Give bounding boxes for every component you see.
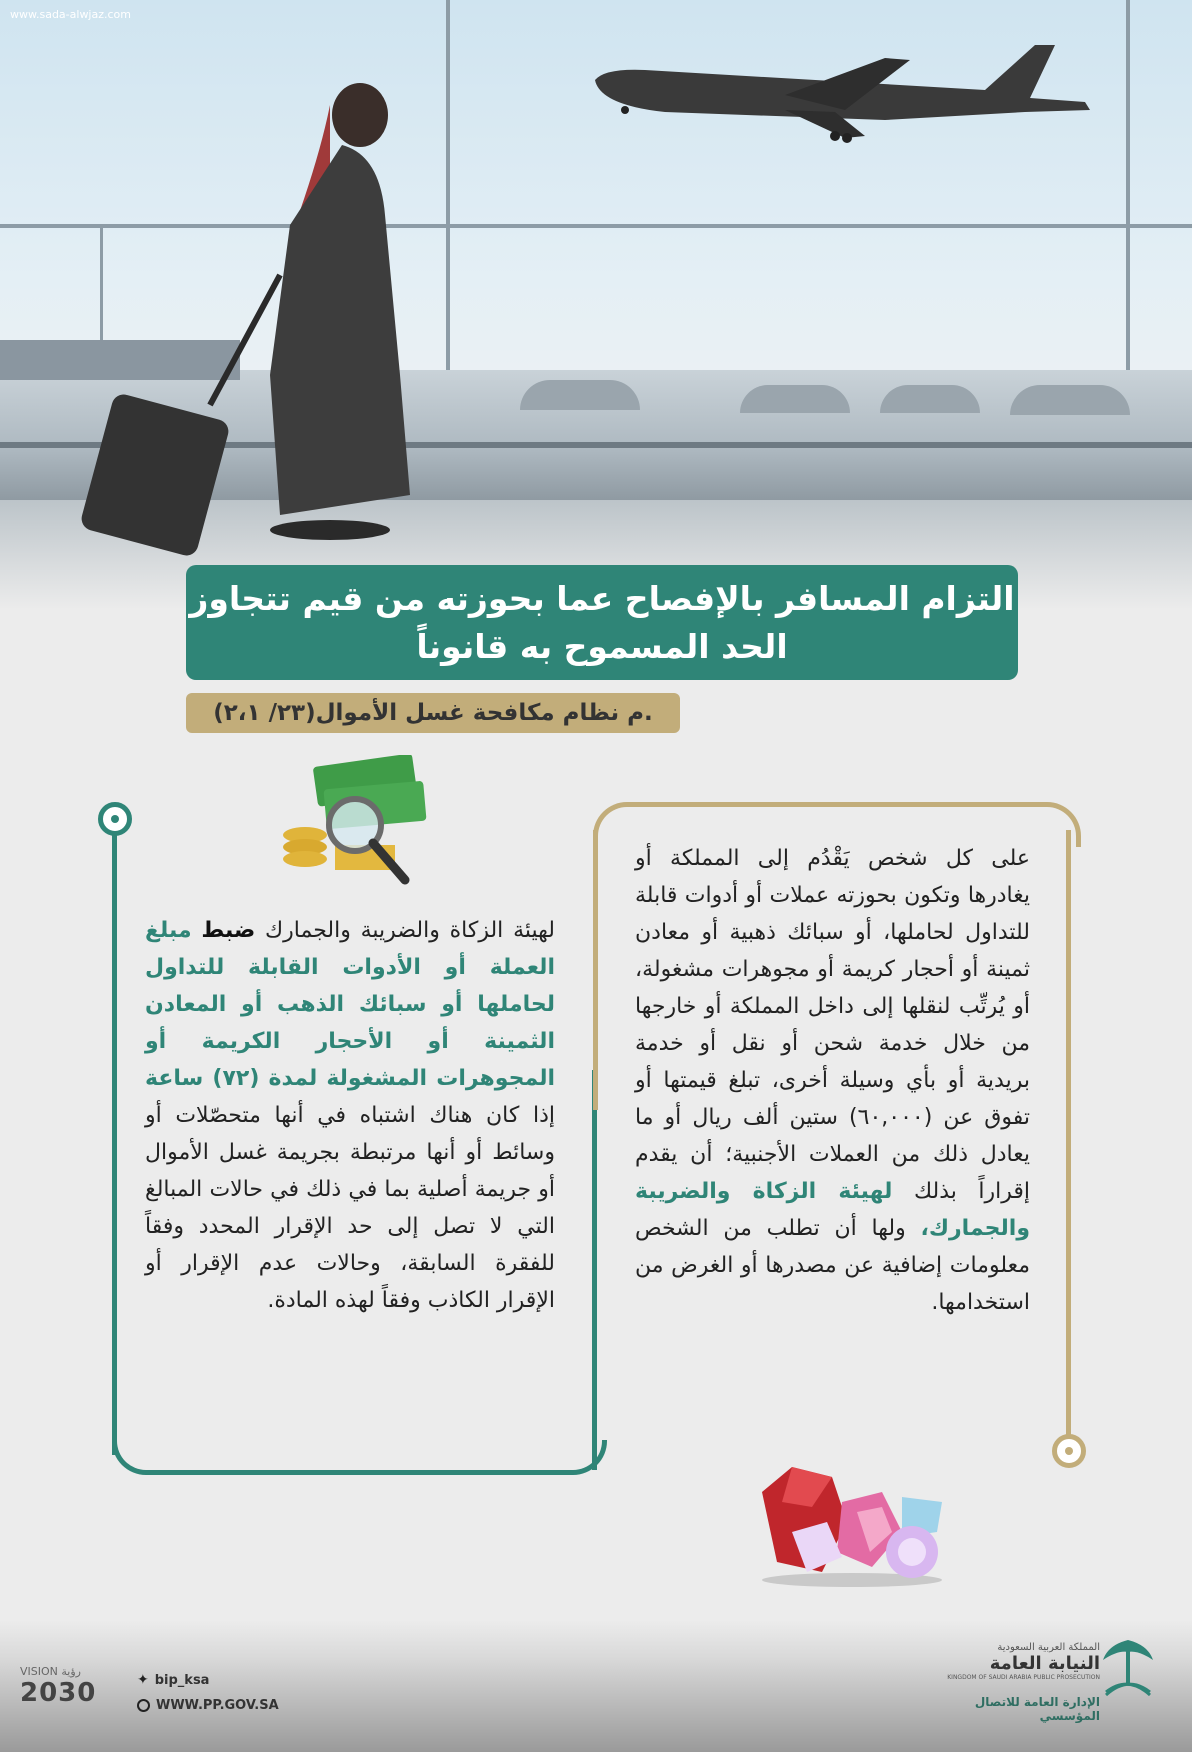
org-block [920, 1642, 1100, 1723]
org-name: النيابة العامة [989, 1653, 1100, 1674]
left-card-intro: لهيئة الزكاة والضريبة والجمارك [265, 918, 555, 943]
left-card-dot [98, 802, 132, 836]
globe-icon [137, 1699, 150, 1712]
gems-icon [752, 1462, 952, 1592]
vision-year: 2030 [20, 1678, 97, 1708]
website-row[interactable] [137, 1698, 279, 1713]
footer [0, 1620, 1192, 1752]
right-card-text [635, 840, 1030, 1321]
right-card-tail: ولها أن تطلب من الشخص معلومات إضافية عن مصدرها أو الغرض من استخدامها. [635, 1216, 1030, 1315]
twitter-row[interactable] [137, 1672, 209, 1688]
org-country: المملكة العربية السعودية [997, 1642, 1100, 1653]
left-card-text [145, 912, 555, 1319]
title-line-2: الحد المسموح به قانوناً [416, 626, 788, 666]
twitter-handle: bip_ksa [154, 1672, 210, 1688]
money-icon [275, 755, 435, 895]
left-card-bottom [112, 1440, 607, 1475]
right-card-highlight: لهيئة الزكاة والضريبة والجمارك، [635, 1179, 1031, 1241]
watermark: www.sada-alwjaz.com [10, 8, 131, 21]
org-name-en: KINGDOM OF SAUDI ARABIA PUBLIC PROSECUTION [947, 1674, 1100, 1681]
left-card-line [112, 835, 117, 1455]
right-card-dot [1052, 1434, 1086, 1468]
twitter-icon: ✦ [137, 1672, 149, 1688]
left-card-body: إذا كان هناك اشتباه في أنها متحصّلات أو وسائط أو أنها مرتبطة بجريمة غسل الأموال أو جريمة أصلية بما في ذلك في حالات المبالغ التي لا تصل إلى حد الإقرار المحدد وفقاً للفقرة السابقة، وحالات عدم الإقرار أو الإقرار الكاذب وفقاً لهذه المادة. [145, 1103, 555, 1313]
palm-swords-logo-icon [1098, 1630, 1158, 1710]
left-card-highlight: مبلغ العملة أو الأدوات القابلة للتداول لحاملها أو سبائك الذهب أو المعادن الثمينة أو الأحجار الكريمة أو المجوهرات المشغولة لمدة (٧٢) ساعة [145, 918, 555, 1091]
right-card-left-line [593, 830, 598, 1110]
traveler-icon [80, 75, 440, 575]
right-card-body: على كل شخص يَقْدُم إلى المملكة أو يغادرها وتكون بحوزته عملات أو أدوات قابلة للتداول لحاملها، أو سبائك ذهبية أو معادن ثمينة أو أحجار كريمة أو مجوهرات مشغولة، أو يُرتِّب لنقلها إلى داخل المملكة أو خارجها من خلال خدمة شحن أو نقل أو خدمة بريدية أو بأي وسيلة أخرى، تبلغ قيمتها أو تفوق عن (٦٠,٠٠٠) ستين ألف ريال أو ما يعادل ذلك من العملات الأجنبية؛ أن يقدم إقراراً بذلك [635, 846, 1031, 1204]
vision-label: VISION رؤية [20, 1665, 81, 1678]
org-department: الإدارة العامة للاتصال المؤسسي [974, 1695, 1100, 1723]
hero-image [0, 0, 1192, 620]
title-line-1: التزام المسافر بالإفصاح عما بحوزته من قيم تتجاوز [189, 578, 1015, 618]
airplane-icon [585, 40, 1105, 150]
left-card-keyword: ضبط [201, 918, 256, 943]
right-card-line [1066, 830, 1071, 1435]
left-card-right-line [592, 1070, 597, 1470]
website-link: WWW.PP.GOV.SA [156, 1698, 279, 1713]
law-reference: (٢٣/ ٢،١)م نظام مكافحة غسل الأموال. [186, 693, 680, 733]
vision-logo [20, 1665, 96, 1708]
title-banner [186, 565, 1018, 680]
